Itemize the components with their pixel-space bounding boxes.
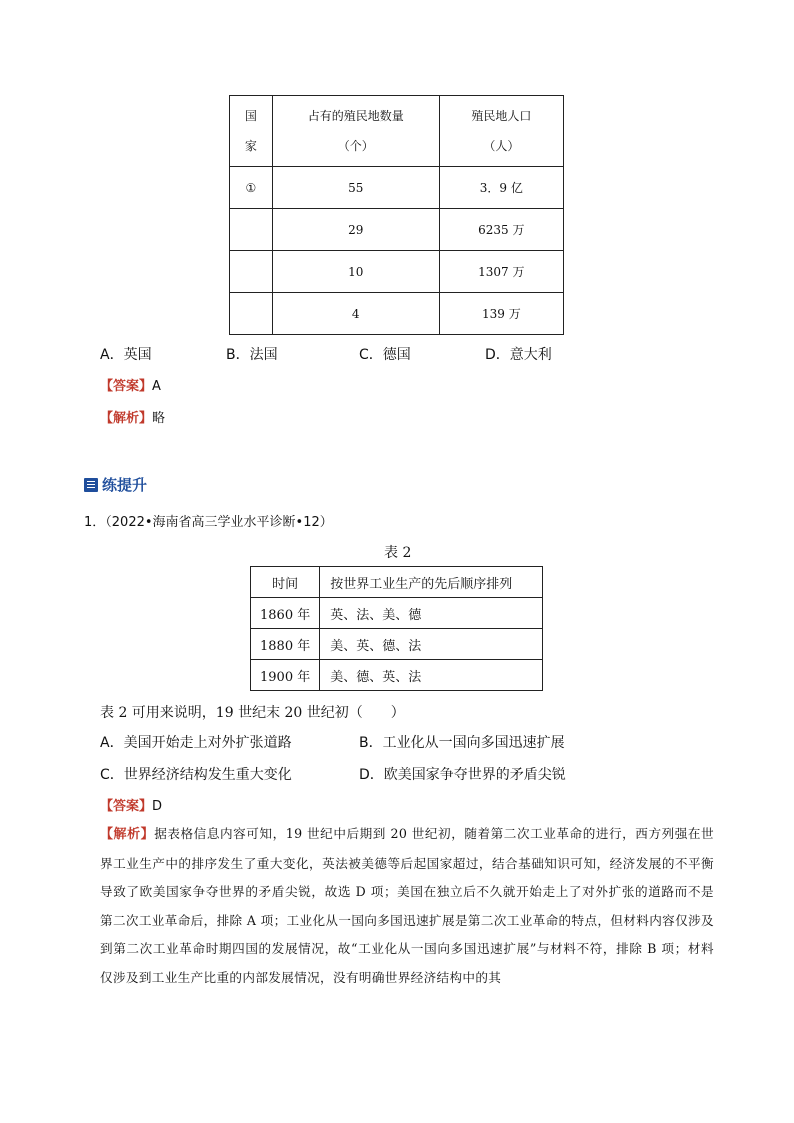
table-row (230, 251, 564, 293)
answer-tag: 【答案】 (100, 379, 153, 394)
section-title: 练提升 (102, 476, 148, 494)
option-a: A．英国 (100, 347, 152, 363)
table-row (230, 209, 564, 251)
table-cell: 139 万 (439, 293, 563, 335)
table-cell: 美、德、英、法 (320, 660, 543, 691)
table-caption: 表 2 (384, 545, 412, 561)
table-row (251, 660, 543, 691)
industry-ranking-table (250, 566, 543, 691)
table-cell: 1307 万 (439, 251, 563, 293)
table-cell: 29 (272, 209, 439, 251)
question-source: （2022•海南省高三学业水平诊断•12） (105, 515, 333, 530)
table-cell (230, 251, 273, 293)
q0-answer (100, 375, 161, 394)
analysis-text: 略 (152, 411, 166, 426)
header-cell-time: 时间 (251, 567, 320, 598)
table-cell: 6235 万 (439, 209, 563, 251)
q1-answer (100, 795, 162, 814)
book-icon (84, 478, 98, 492)
header-cell-colony-population: 殖民地人口 （人） (439, 96, 563, 167)
table-header-row (230, 96, 564, 167)
header-cell-country: 国 家 (230, 96, 273, 167)
table-cell: 10 (272, 251, 439, 293)
colonies-table (229, 95, 564, 335)
option-c: C．德国 (359, 347, 411, 363)
table-cell: 1900 年 (251, 660, 320, 691)
table-row (251, 629, 543, 660)
table-cell: 4 (272, 293, 439, 335)
option-d: D．欧美国家争夺世界的矛盾尖锐 (359, 767, 566, 783)
answer-value: A (152, 379, 161, 394)
table-cell: 3．9 亿 (439, 167, 563, 209)
option-b: B．工业化从一国向多国迅速扩展 (359, 735, 565, 751)
option-b: B．法国 (226, 347, 278, 363)
header-cell-ranking: 按世界工业生产的先后顺序排列 (320, 567, 543, 598)
q1-analysis (100, 820, 714, 992)
table-cell: 1860 年 (251, 598, 320, 629)
analysis-tag: 【解析】 (100, 827, 155, 842)
table-cell (230, 209, 273, 251)
header-cell-colony-count: 占有的殖民地数量 （个） (272, 96, 439, 167)
table-cell: 美、英、德、法 (320, 629, 543, 660)
answer-tag: 【答案】 (100, 799, 153, 814)
table-cell: 英、法、美、德 (320, 598, 543, 629)
question-header (84, 511, 333, 530)
answer-value: D (152, 799, 163, 814)
table-row (230, 293, 564, 335)
section-heading (84, 474, 147, 495)
table-cell: 1880 年 (251, 629, 320, 660)
table-cell: ① (230, 167, 273, 209)
option-d: D．意大利 (485, 347, 552, 363)
table-header-row (251, 567, 543, 598)
option-a: A．美国开始走上对外扩张道路 (100, 735, 292, 751)
option-c: C．世界经济结构发生重大变化 (100, 767, 292, 783)
q0-analysis (100, 407, 165, 426)
table-cell: 55 (272, 167, 439, 209)
table-row (251, 598, 543, 629)
table-cell (230, 293, 273, 335)
analysis-tag: 【解析】 (100, 411, 153, 426)
analysis-text: 据表格信息内容可知，19 世纪中后期到 20 世纪初，随着第二次工业革命的进行，西方列强在世界工业生产中的排序发生了重大变化，英法被美德等后起国家超过，结合基础知识可知，经济发展的不平衡导致了欧美国家争夺世界的矛盾尖锐，故选 D 项；美国在独立后不久就开始走上了对外扩张的道路而不是第二次工业革命后，排除 A 项；工业化从一国向多国迅速扩展是第二次工业革命的特点，但材料内容仅涉及到第二次工业革命时期四国的发展情况，故“工业化从一国向多国迅速扩展”与材料不符，排除 B 项；材料仅涉及到工业生产比重的内部发展情况，没有明确世界经济结构中的其 (100, 826, 714, 985)
question-stem: 表 2 可用来说明，19 世纪末 20 世纪初（ ） (100, 705, 405, 721)
table-row (230, 167, 564, 209)
question-number: 1． (84, 515, 106, 530)
